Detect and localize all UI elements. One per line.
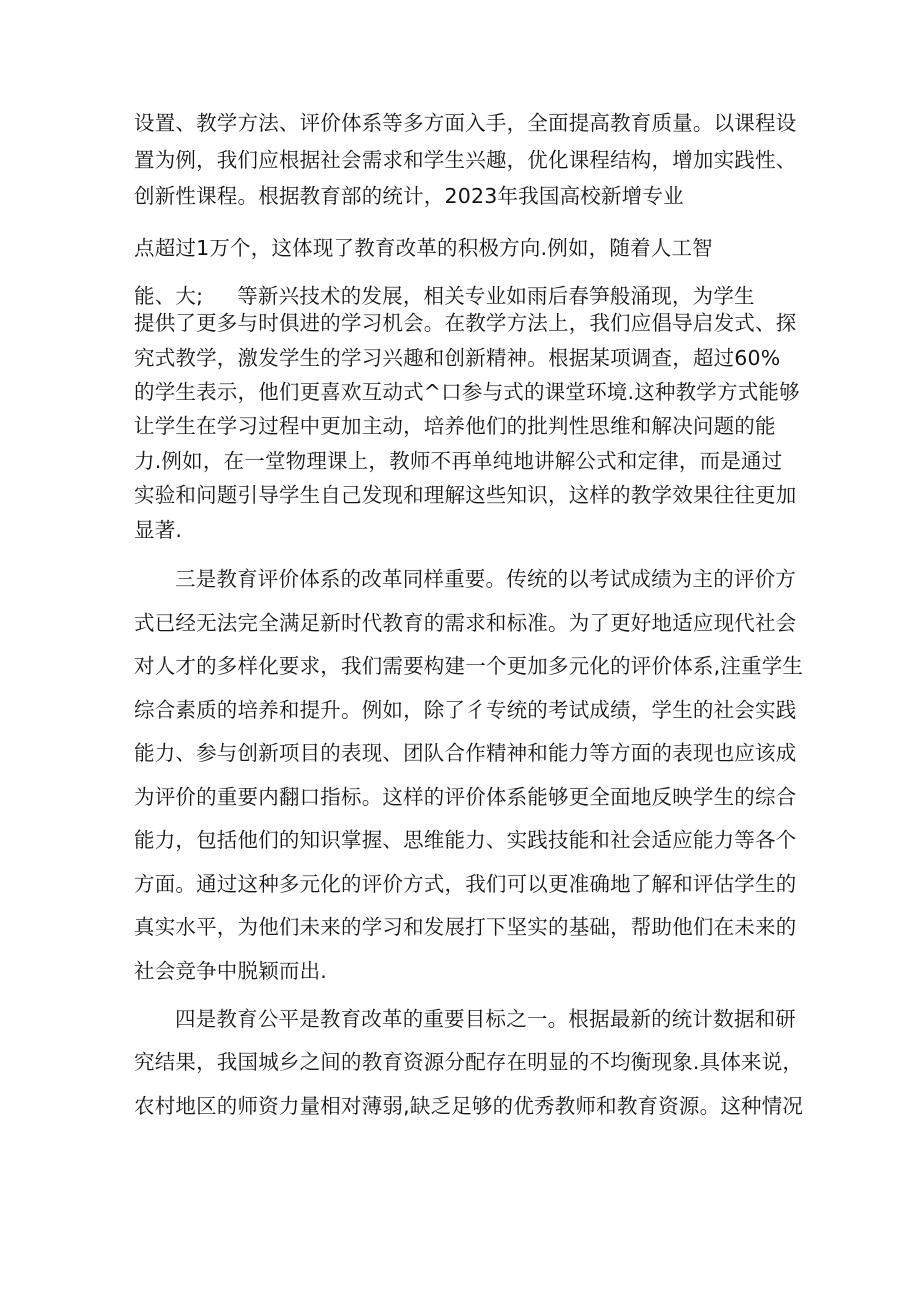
text-line: 对人才的多样化要求，我们需要构建一个更加多元化的评价体系,注重学生 xyxy=(134,654,804,678)
text-line: 提供了更多与时俱进的学习机会。在教学方法上，我们应倡导启发式、探 xyxy=(134,311,797,335)
text-fragment: 能、大; xyxy=(134,284,204,308)
text-line: 点超过1万个，这体现了教育改革的积极方向.例如，随着人工智 xyxy=(134,236,713,260)
text-line: 能力、参与创新项目的表现、团队合作精神和能力等方面的表现也应该成 xyxy=(134,741,797,765)
text-line: 设置、教学方法、评价体系等多方面入手，全面提高教育质量。以课程设 xyxy=(134,111,797,135)
text-line: 四是教育公平是教育改革的重要目标之一。根据最新的统计数据和研 xyxy=(175,1007,796,1031)
text-line: 力.例如，在一堂物理课上，教师不再单纯地讲解公式和定律，而是通过 xyxy=(134,449,783,473)
text-line: 真实水平，为他们未来的学习和发展打下坚实的基础，帮助他们在未来的 xyxy=(134,915,797,939)
text-line: 置为例，我们应根据社会需求和学生兴趣，优化课程结构，增加实践性、 xyxy=(134,148,797,172)
text-fragment: 等新兴技术的发展，相关专业如雨后春笋般涌现，为学生 xyxy=(237,284,755,308)
text-line: 农村地区的师资力量相对薄弱,缺乏足够的优秀教师和教育资源。这种情况 xyxy=(134,1094,804,1118)
text-line: 三是教育评价体系的改革同样重要。传统的以考试成绩为主的评价方 xyxy=(175,567,796,591)
text-line: 究式教学，激发学生的学习兴趣和创新精神。根据某项调查，超过60% xyxy=(134,346,781,370)
text-line: 能力，包括他们的知识掌握、思维能力、实践技能和社会适应能力等各个 xyxy=(134,828,797,852)
text-line: 式已经无法完全满足新时代教育的需求和标准。为了更好地适应现代社会 xyxy=(134,611,797,635)
text-line xyxy=(134,281,755,311)
text-line: 创新性课程。根据教育部的统计，2023年我国高校新增专业 xyxy=(134,184,684,208)
text-line: 实验和问题引导学生自己发现和理解这些知识，这样的教学效果往往更加 xyxy=(134,483,797,507)
text-line: 社会竞争中脱颖而出. xyxy=(134,959,328,983)
text-line: 为评价的重要内翻口指标。这样的评价体系能够更全面地反映学生的综合 xyxy=(134,785,797,809)
text-line: 方面。通过这种多元化的评价方式，我们可以更准确地了解和评估学生的 xyxy=(134,872,797,896)
text-line: 究结果，我国城乡之间的教育资源分配存在明显的不均衡现象.具体来说， xyxy=(134,1050,804,1074)
text-line: 综合素质的培养和提升。例如，除了彳专统的考试成绩，学生的社会实践 xyxy=(134,698,797,722)
text-line: 让学生在学习过程中更加主动，培养他们的批判性思维和解决问题的能 xyxy=(134,414,776,438)
text-line: 显著. xyxy=(134,518,183,542)
text-line: 的学生表示，他们更喜欢互动式^口参与式的课堂环境.这种教学方式能够 xyxy=(134,380,800,404)
